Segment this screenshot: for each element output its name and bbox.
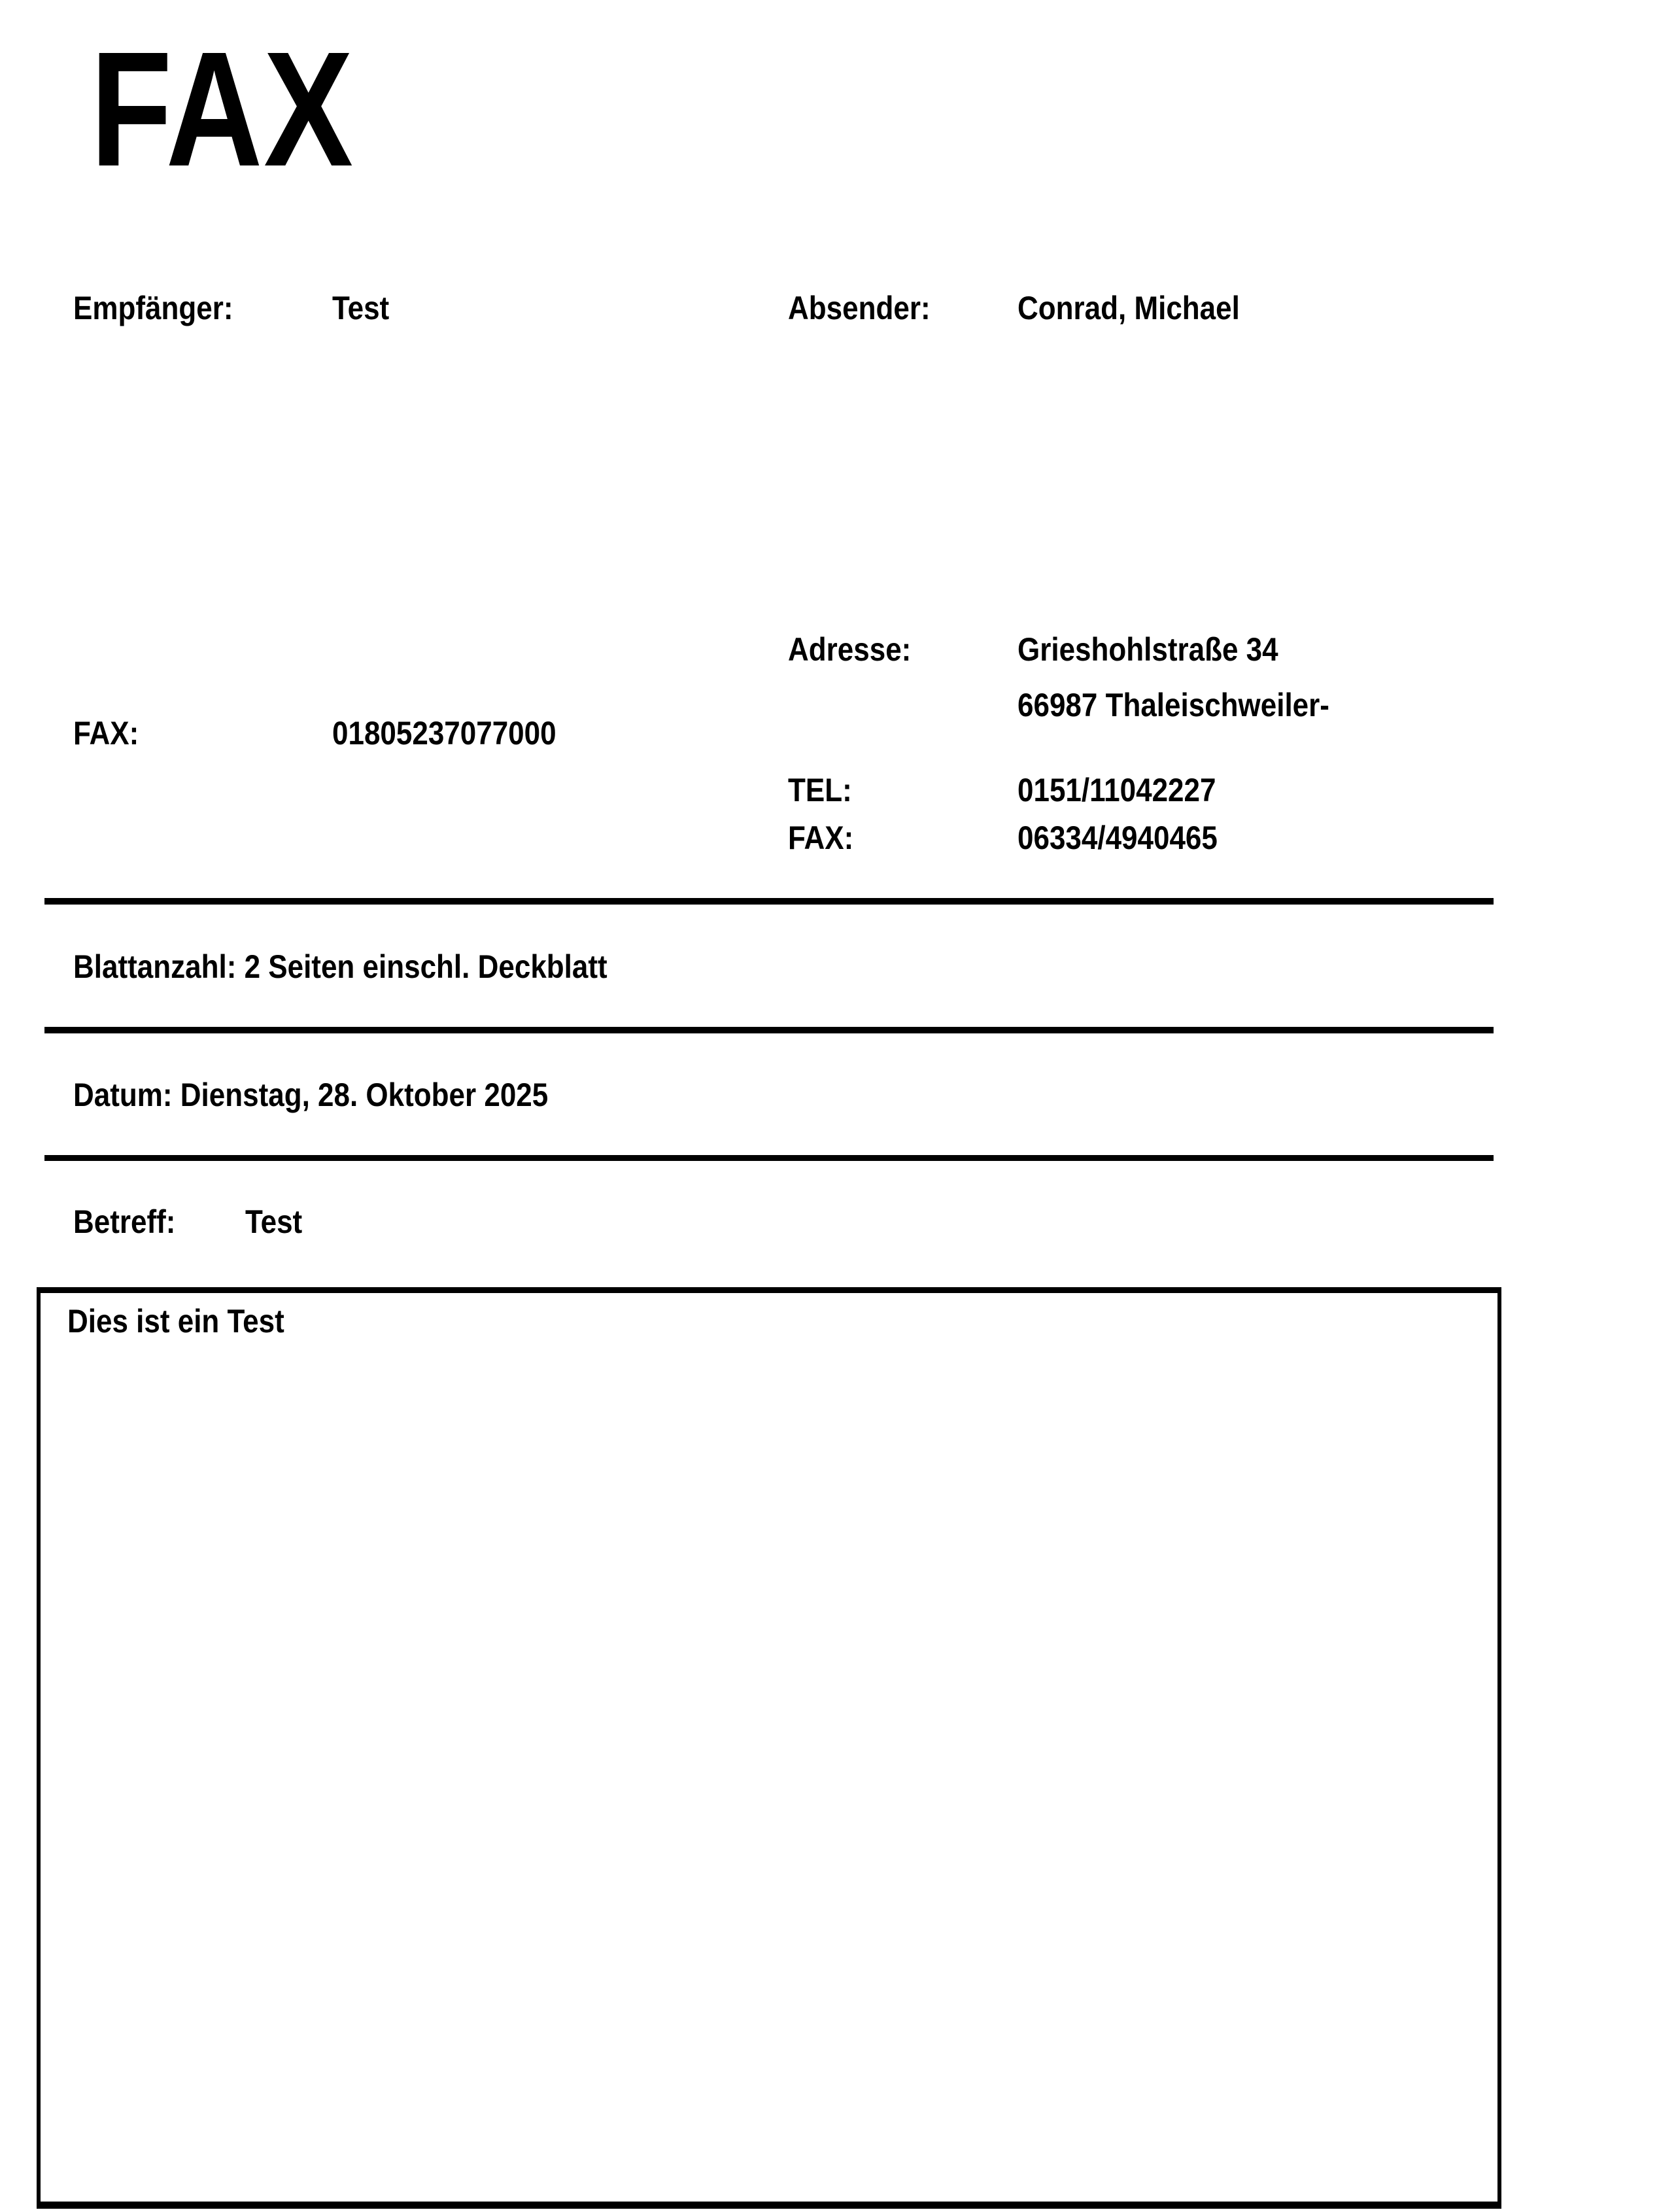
subject-label: Betreff: [73, 1203, 176, 1240]
divider [44, 1155, 1494, 1161]
recipient-fax-label: FAX: [73, 715, 139, 752]
sender-address-line1: Grieshohlstraße 34 [1018, 631, 1278, 668]
recipient-label: Empfänger: [73, 290, 233, 326]
sender-address-line2: 66987 Thaleischweiler- [1018, 687, 1329, 723]
divider [44, 898, 1494, 905]
sender-tel-label: TEL: [788, 772, 852, 808]
subject-value: Test [245, 1203, 303, 1240]
sender-fax-label: FAX: [788, 820, 854, 856]
sender-fax-value: 06334/4940465 [1018, 820, 1218, 856]
date-line: Datum: Dienstag, 28. Oktober 2025 [73, 1077, 549, 1113]
divider [44, 1027, 1494, 1033]
sender-label: Absender: [788, 290, 931, 326]
page-title: FAX [90, 18, 354, 200]
message-box [37, 1287, 1501, 2209]
sender-address-label: Adresse: [788, 631, 912, 668]
message-text: Dies ist ein Test [67, 1303, 284, 1339]
recipient-fax-value: 01805237077000 [332, 715, 556, 752]
recipient-value: Test [332, 290, 390, 326]
sender-tel-value: 0151/11042227 [1018, 772, 1216, 808]
page-count-line: Blattanzahl: 2 Seiten einschl. Deckblatt [73, 948, 607, 985]
sender-value: Conrad, Michael [1018, 290, 1240, 326]
